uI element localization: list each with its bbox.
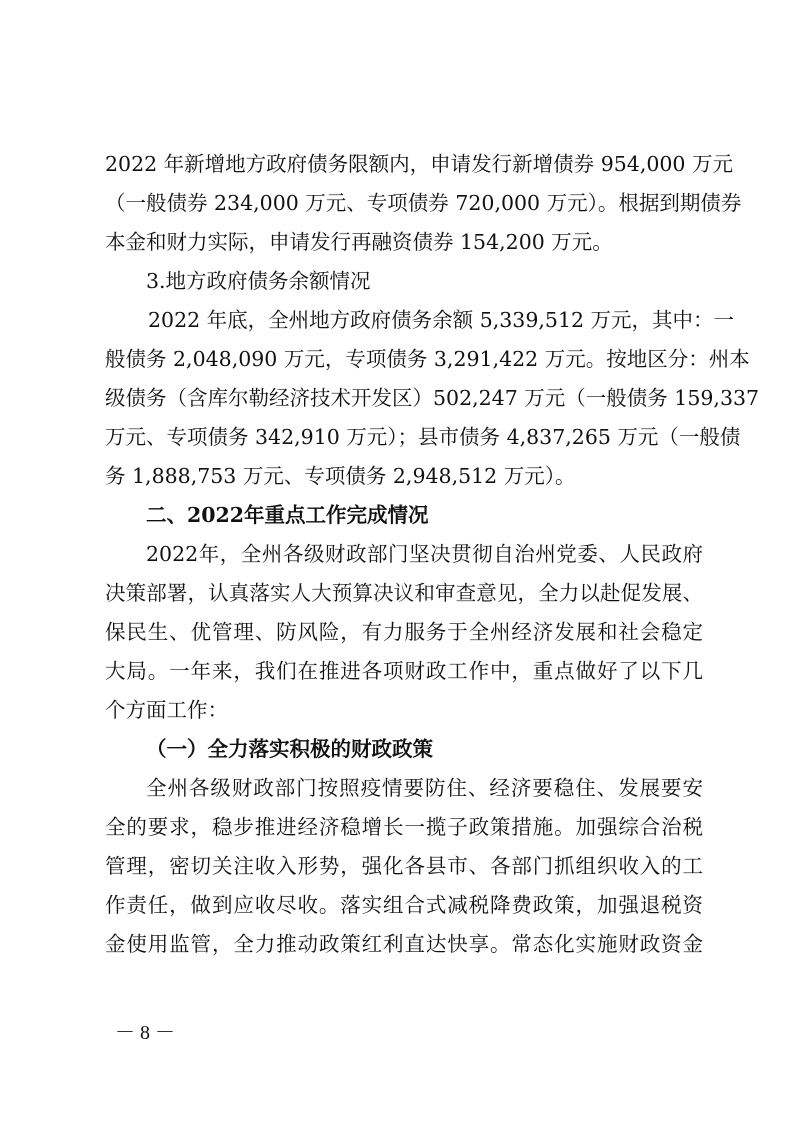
body-text-line: 级债务（含库尔勒经济技术开发区）502,247 万元（一般债务 159,337 (105, 386, 760, 410)
body-text-line: 管理，密切关注收入形势，强化各县市、各部门抓组织收入的工 (105, 854, 703, 878)
body-text-line: 决策部署，认真落实人大预算决议和审查意见，全力以赴促发展、 (105, 581, 703, 605)
body-text-line: 全州各级财政部门按照疫情要防住、经济要稳住、发展要安 (146, 776, 703, 800)
body-text-line: （一般债券 234,000 万元、专项债券 720,000 万元）。根据到期债券 (105, 191, 742, 215)
body-text-line: 作责任，做到应收尽收。落实组合式减税降费政策，加强退税资 (105, 893, 703, 917)
body-text-line: 2022 年底，全州地方政府债务余额 5,339,512 万元，其中：一 (148, 308, 735, 332)
body-text-line: 本金和财力实际，申请发行再融资债券 154,200 万元。 (105, 230, 613, 254)
body-text-line: 个方面工作： (105, 698, 228, 722)
section-heading: 二、2022年重点工作完成情况 (146, 503, 429, 527)
body-text-line: 务 1,888,753 万元、专项债务 2,948,512 万元）。 (105, 464, 576, 488)
body-text-line: 2022年，全州各级财政部门坚决贯彻自治州党委、人民政府 (146, 542, 703, 566)
subsection-heading: （一）全力落实积极的财政政策 (146, 737, 433, 761)
body-text-line: 万元、专项债务 342,910 万元）；县市债务 4,837,265 万元（一般债 (105, 425, 741, 449)
body-text-line: 大局。一年来，我们在推进各项财政工作中，重点做好了以下几 (105, 659, 703, 683)
body-text-line: 金使用监管，全力推动政策红利直达快享。常态化实施财政资金 (105, 932, 703, 956)
body-text-line: 般债务 2,048,090 万元，专项债务 3,291,422 万元。按地区分：州本 (105, 347, 750, 371)
body-text-line: 全的要求，稳步推进经济稳增长一揽子政策措施。加强综合治税 (105, 815, 703, 839)
body-text-line: 保民生、优管理、防风险，有力服务于全州经济发展和社会稳定 (105, 620, 703, 644)
section-subheading: 3.地方政府债务余额情况 (146, 269, 371, 293)
body-text-line: 2022 年新增地方政府债务限额内，申请发行新增债券 954,000 万元 (105, 152, 733, 176)
page-number: － 8 － (115, 1022, 175, 1044)
